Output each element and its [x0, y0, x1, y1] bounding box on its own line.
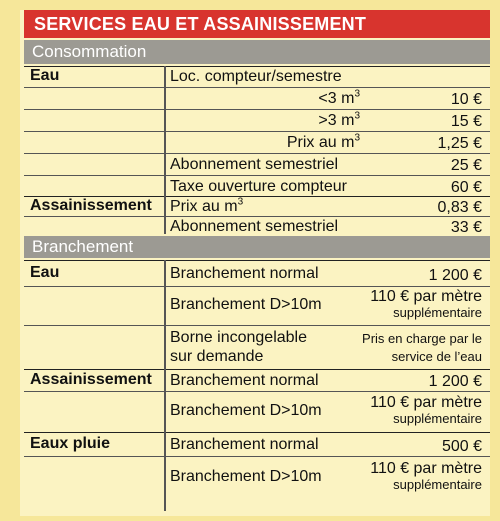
label-abo-sem: Abonnement semestriel — [170, 156, 339, 173]
category-assainissement: Assainissement — [30, 197, 152, 214]
row-lt3 — [24, 87, 490, 108]
row-taxe — [24, 175, 490, 196]
row-borne — [24, 325, 490, 368]
row-assain-d10 — [24, 391, 490, 431]
label-taxe: Taxe ouverture compteur — [170, 178, 347, 195]
value-borne: Pris en charge par le service de l’eau — [362, 331, 482, 364]
row-assain-abo — [24, 216, 490, 235]
value-prix-m3: 1,25 € — [437, 135, 482, 152]
value-gt3: 15 € — [450, 113, 482, 130]
column-divider — [164, 66, 166, 234]
table-title: SERVICES EAU ET ASSAINISSEMENT — [24, 10, 490, 38]
label-assain-d10: Branchement D>10m — [170, 402, 322, 419]
value-assain-d10: 110 € par mètre supplémentaire — [370, 394, 482, 426]
row-gt3 — [24, 109, 490, 130]
label-eau-normal: Branchement normal — [170, 265, 319, 282]
value-pluie-d10: 110 € par mètre supplémentaire — [370, 460, 482, 492]
section-consommation: Consommation — [24, 40, 490, 64]
label-loc-compteur: Loc. compteur/semestre — [170, 68, 342, 85]
category-eaux-pluie: Eaux pluie — [30, 435, 111, 452]
row-pluie-normal — [24, 432, 490, 455]
value-eau-d10: 110 € par mètre supplémentaire — [370, 288, 482, 320]
row-eau-normal — [24, 260, 490, 285]
row-abo-sem — [24, 153, 490, 174]
category-eau: Eau — [30, 67, 60, 84]
label-pluie-normal: Branchement normal — [170, 436, 319, 453]
value-eau-normal: 1 200 € — [428, 267, 482, 284]
row-prix-m3 — [24, 131, 490, 152]
row-assain-prix — [24, 196, 490, 216]
value-assain-prix: 0,83 € — [437, 199, 482, 216]
value-pluie-normal: 500 € — [441, 438, 482, 455]
row-eau-d10 — [24, 286, 490, 324]
section-branchement: Branchement — [24, 236, 490, 258]
label-pluie-d10: Branchement D>10m — [170, 468, 322, 485]
category-eau-branchement: Eau — [30, 264, 60, 281]
label-assain-abo: Abonnement semestriel — [170, 218, 339, 235]
value-abo-sem: 25 € — [450, 157, 482, 174]
label-gt3: >3 $m^3$ — [318, 110, 360, 129]
label-lt3: <3 $m^3$ — [318, 88, 360, 107]
value-lt3: 10 € — [450, 91, 482, 108]
column-divider-branchement — [164, 260, 166, 511]
row-loc-compteur — [24, 66, 490, 86]
label-assain-prix: Prix au $m^3$ — [170, 196, 244, 215]
value-assain-abo: 33 € — [450, 219, 482, 236]
label-assain-normal: Branchement normal — [170, 372, 319, 389]
label-eau-d10: Branchement D>10m — [170, 296, 322, 313]
row-pluie-d10 — [24, 456, 490, 506]
label-borne: Borne incongelable sur demande — [170, 329, 307, 365]
value-taxe: 60 € — [450, 179, 482, 196]
row-assain-normal — [24, 369, 490, 390]
value-assain-normal: 1 200 € — [428, 373, 482, 390]
category-assainissement-branchement: Assainissement — [30, 371, 152, 388]
label-prix-m3: Prix au $m^3$ — [286, 132, 360, 151]
